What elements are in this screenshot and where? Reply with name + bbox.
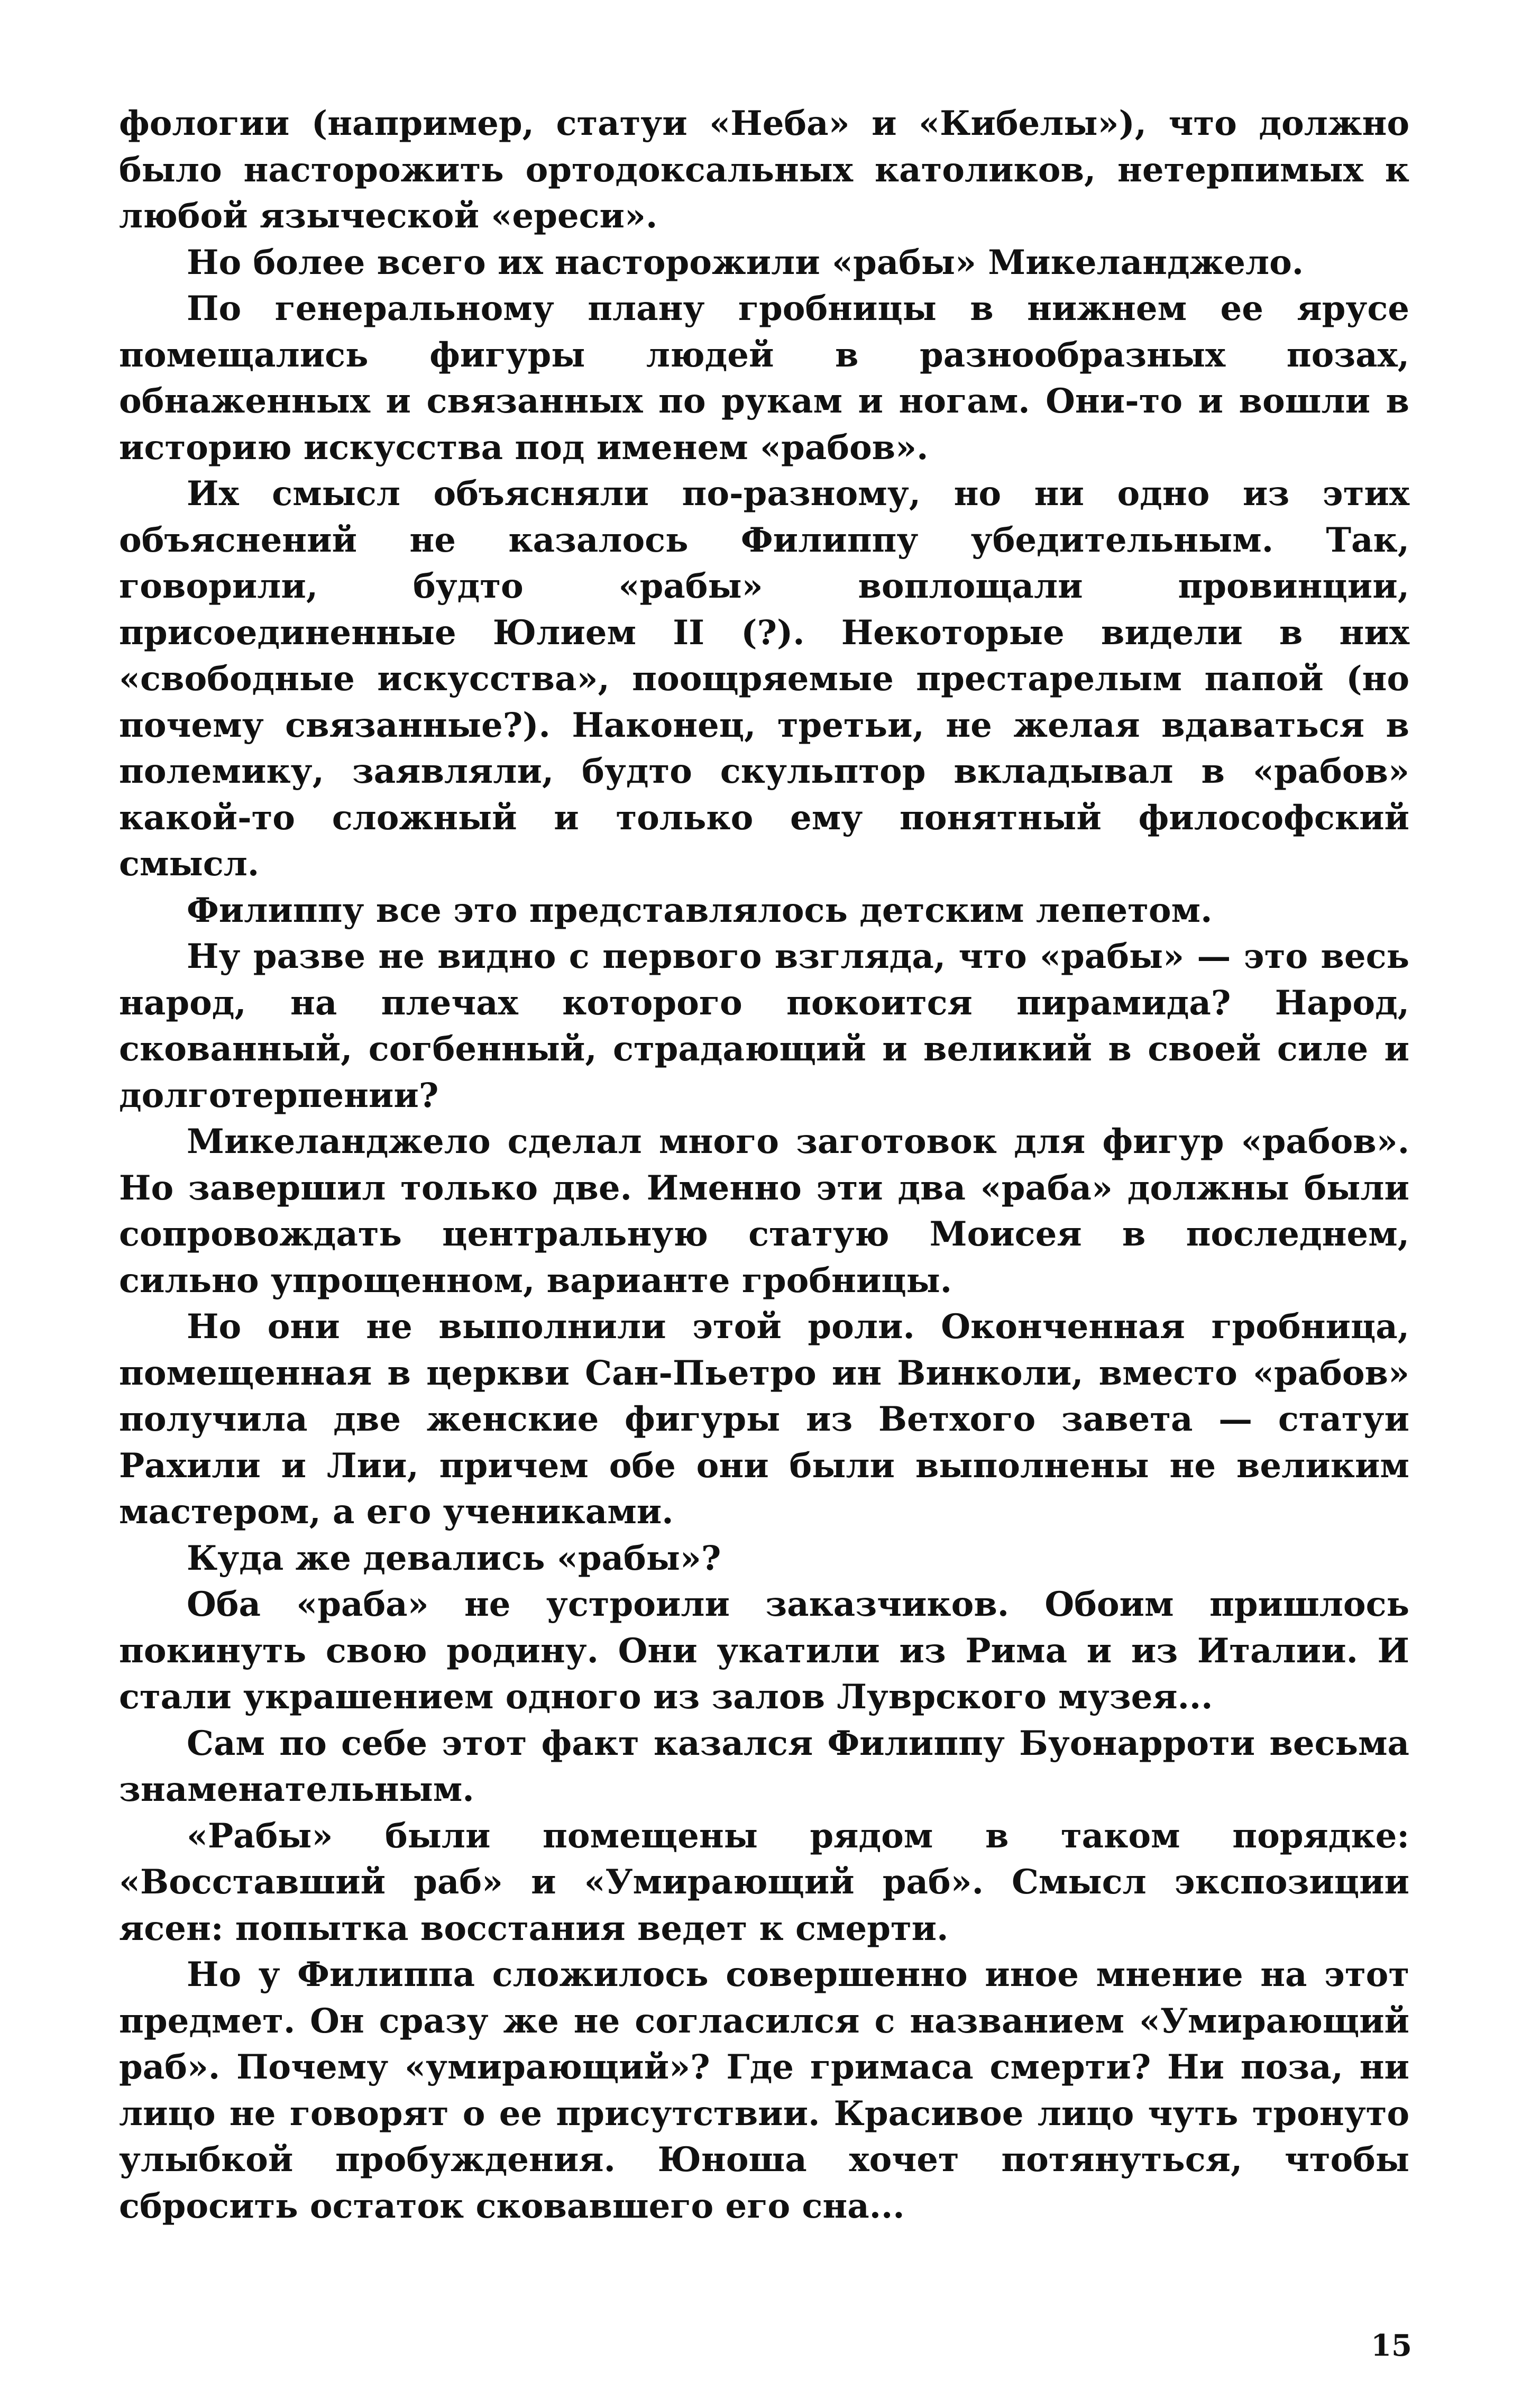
paragraph-1: фологии (например, статуи «Неба» и «Кибелы»), что должно было насторожить ортодоксальных католиков, нетерпимых к любой языческой «ереси». [119, 104, 1409, 236]
paragraph-8: Но они не выполнили этой роли. Оконченная гробница, помещенная в церкви Сан-Пьетро ин Винколи, вместо «рабов» получила две женские фигуры из Ветхого завета — статуи Рахили и Лии, причем обе они были выполнены не великим мастером, а его учениками. [119, 1307, 1409, 1532]
paragraph-12: «Рабы» были помещены рядом в таком порядке: «Восставший раб» и «Умирающий раб». Смысл экспозиции ясен: попытка восстания ведет к смерти. [119, 1816, 1409, 1948]
paragraph-10: Оба «раба» не устроили заказчиков. Обоим пришлось покинуть свою родину. Они укатили из Рима и из Италии. И стали украшением одного из залов Луврского музея... [119, 1585, 1409, 1717]
paragraph-5: Филиппу все это представлялось детским лепетом. [187, 890, 1213, 930]
paragraph-13: Но у Филиппа сложилось совершенно иное мнение на этот предмет. Он сразу же не согласился с названием «Умирающий раб». Почему «умирающий»? Где гримаса смерти? Ни поза, ни лицо не говорят о ее присутствии. Красивое лицо чуть тронуто улыбкой пробуждения. Юноша хочет потянуться, чтобы сбросить остаток сковавшего его сна... [119, 1955, 1409, 2226]
paragraph-9: Куда же девались «рабы»? [187, 1538, 721, 1578]
body-text [119, 100, 1409, 2229]
paragraph-6: Ну разве не видно с первого взгляда, что «рабы» — это весь народ, на плечах которого покоится пирамида? Народ, скованный, согбенный, страдающий и великий в своей силе и долготерпении? [119, 937, 1409, 1115]
paragraph-4: Их смысл объясняли по-разному, но ни одно из этих объяснений не казалось Филиппу убедительным. Так, говорили, будто «рабы» воплощали провинции, присоединенные Юлием II (?). Некоторые видели в них «свободные искусства», поощряемые престарелым папой (но почему связанные?). Наконец, третьи, не желая вдаваться в полемику, заявляли, будто скульптор вкладывал в «рабов» какой-то сложный и только ему понятный философский смысл. [119, 474, 1409, 884]
page-number: 15 [1371, 2328, 1412, 2363]
paragraph-7: Микеланджело сделал много заготовок для фигур «рабов». Но завершил только две. Именно эти два «раба» должны были сопровождать центральную статую Моисея в последнем, сильно упрощенном, варианте гробницы. [119, 1122, 1409, 1301]
paragraph-2: Но более всего их насторожили «рабы» Микеланджело. [187, 242, 1304, 282]
paragraph-11: Сам по себе этот факт казался Филиппу Буонарроти весьма знаменательным. [119, 1723, 1409, 1809]
paragraph-3: По генеральному плану гробницы в нижнем ее ярусе помещались фигуры людей в разнообразных позах, обнаженных и связанных по рукам и ногам. Они-то и вошли в историю искусства под именем «рабов». [119, 289, 1409, 468]
